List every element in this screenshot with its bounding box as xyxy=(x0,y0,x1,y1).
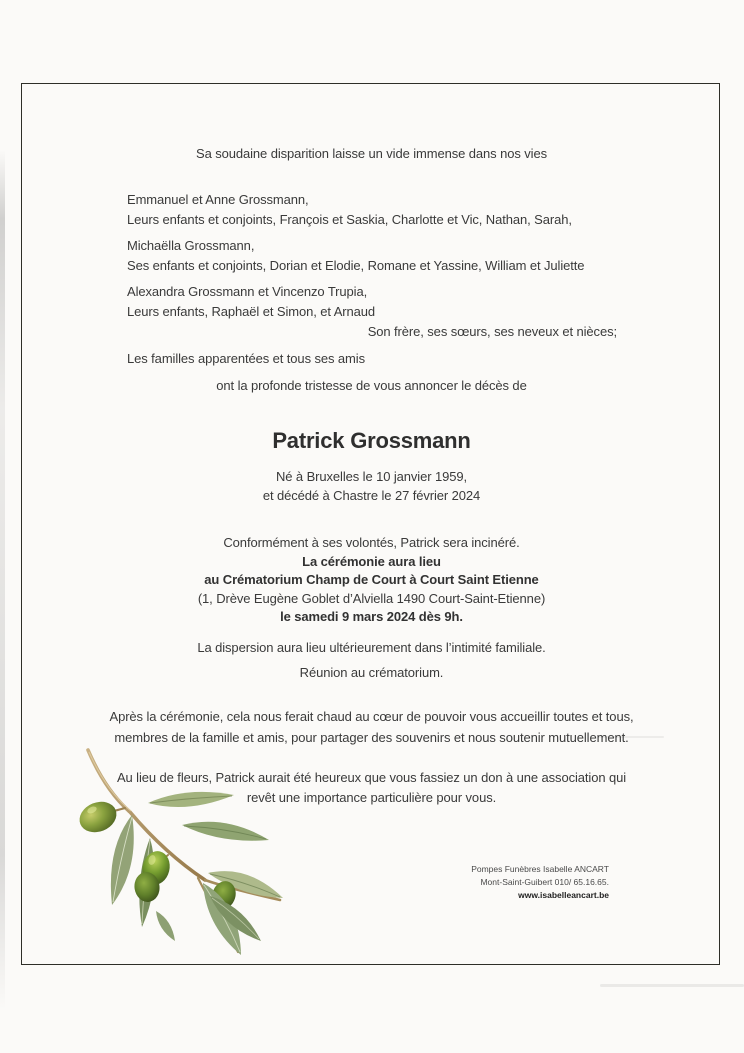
funeral-home-phone: Mont-Saint-Guibert 010/ 65.16.65. xyxy=(480,877,609,887)
ceremony-block xyxy=(21,534,722,627)
stem-highlight xyxy=(89,752,131,811)
friends-line: Les familles apparentées et tous ses amis xyxy=(127,351,365,366)
family-names: Emmanuel et Anne Grossmann, xyxy=(127,192,309,207)
olive-fruit xyxy=(75,796,121,837)
death-line: et décédé à Chastre le 27 février 2024 xyxy=(262,488,481,503)
family-names: Michaëlla Grossmann, xyxy=(127,238,255,253)
leaf xyxy=(111,815,134,905)
dispersion-line: La dispersion aura lieu ultérieurement dans l’intimité familiale. xyxy=(197,640,546,655)
family-entry xyxy=(127,282,722,322)
ceremony-datetime: le samedi 9 mars 2024 dès 9h. xyxy=(280,609,463,625)
family-list xyxy=(21,190,722,328)
ceremony-title: La cérémonie aura lieu xyxy=(302,553,441,569)
family-entry xyxy=(127,236,722,276)
family-names: Alexandra Grossmann et Vincenzo Trupia, xyxy=(127,284,368,299)
ceremony-address: (1, Drève Eugène Goblet d’Alviella 1490 Court-Saint-Etienne) xyxy=(197,590,546,606)
funeral-home-website: www.isabelleancart.be xyxy=(518,890,609,900)
birth-death-block xyxy=(21,467,722,505)
reunion-line: Réunion au crématorium. xyxy=(299,665,444,680)
leaf xyxy=(148,792,234,807)
leaf xyxy=(182,822,269,841)
family-children: Leurs enfants et conjoints, François et Saskia, Charlotte et Vic, Nathan, Sarah, xyxy=(127,212,572,227)
family-entry xyxy=(127,190,722,230)
gathering-line: Après la cérémonie, cela nous ferait chaud au cœur de pouvoir vous accueillir toutes et tous, xyxy=(109,709,634,724)
olive-branch-illustration xyxy=(48,740,328,970)
relatives-line: Son frère, ses sœurs, ses neveux et nièces; xyxy=(367,324,617,339)
ceremony-location: au Crématorium Champ de Court à Court Saint Etienne xyxy=(204,572,539,588)
leaf xyxy=(156,911,175,941)
gathering-line: membres de la famille et amis, pour partager des souvenirs et nous soutenir mutuellement. xyxy=(114,730,629,745)
deceased-name: Patrick Grossmann xyxy=(272,428,471,453)
scan-artifact-left-edge xyxy=(0,150,5,1010)
family-children: Ses enfants et conjoints, Dorian et Elodie, Romane et Yassine, William et Juliette xyxy=(127,258,585,273)
funeral-home-name: Pompes Funèbres Isabelle ANCART xyxy=(471,864,609,874)
donation-line: Au lieu de fleurs, Patrick aurait été heureux que vous fassiez un don à une association qui xyxy=(116,770,627,785)
birth-line: Né à Bruxelles le 10 janvier 1959, xyxy=(276,469,467,484)
donation-line: revêt une importance particulière pour vous. xyxy=(246,789,497,805)
family-children: Leurs enfants, Raphaël et Simon, et Arnaud xyxy=(127,304,376,319)
ceremony-intro: Conformément à ses volontés, Patrick sera incinéré. xyxy=(223,535,520,550)
opening-line: Sa soudaine disparition laisse un vide immense dans nos vies xyxy=(196,146,547,161)
announcement-line: ont la profonde tristesse de vous annoncer le décès de xyxy=(216,378,527,393)
scan-artifact-bottom xyxy=(600,984,744,987)
